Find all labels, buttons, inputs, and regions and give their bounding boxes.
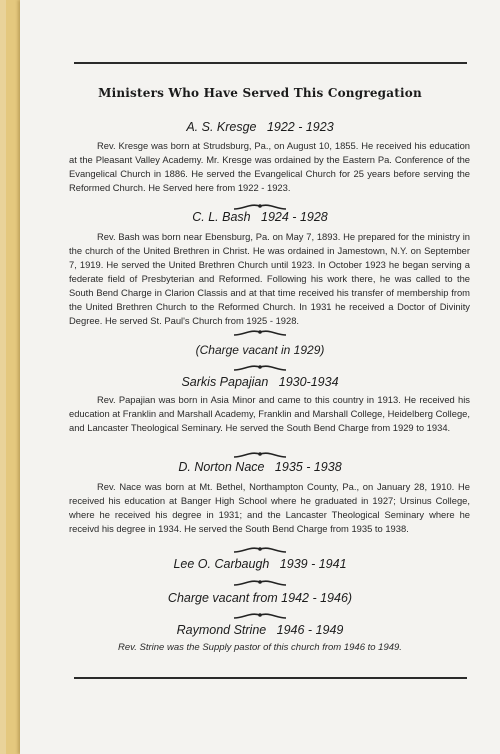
scroll-ornament — [232, 576, 288, 588]
vacancy-1929: (Charge vacant in 1929) — [195, 343, 325, 357]
minister-name-bash: C. L. Bash 1924 - 1928 — [192, 210, 328, 224]
vacancy-1942-1946: Charge vacant from 1942 - 1946) — [167, 591, 353, 605]
scroll-ornament — [232, 326, 288, 338]
bottom-rule — [74, 677, 467, 679]
scroll-ornament — [232, 543, 288, 555]
scroll-ornament — [232, 609, 288, 621]
page-heading: Ministers Who Have Served This Congregation — [98, 86, 422, 100]
document-page — [20, 0, 500, 754]
scroll-ornament — [232, 361, 288, 373]
minister-bio-nace: Rev. Nace was born at Mt. Bethel, Northampton County, Pa., on January 28, 1910. He received his education at Banger High School where he graduated in 1927; Ursinus College, where he received his degree in 1931; and the Lancaster Theological Seminary where he receivd his degree in 1934. He served the South Bend Charge from 1935 to 1938. — [69, 481, 470, 534]
minister-name-strine: Raymond Strine 1946 - 1949 — [176, 623, 344, 637]
minister-bio-papajian: Rev. Papajian was born in Asia Minor and came to this country in 1913. He received his education at Franklin and Marshall Academy, Franklin and Marshall College, Heidelberg College, and Lancaster Theological Seminary. He served the South Bend Charge from 1929 to 1934. — [69, 394, 470, 433]
minister-name-carbaugh: Lee O. Carbaugh 1939 - 1941 — [173, 557, 347, 571]
minister-name-nace: D. Norton Nace 1935 - 1938 — [178, 460, 342, 474]
minister-bio-kresge: Rev. Kresge was born at Strudsburg, Pa., on August 10, 1855. He received his education at the Pleasant Valley Academy. Mr. Kresge was ordained by the Eastern Pa. Conference of the Evangelical Church in 1886. He served the Evangelical Church for 25 years before serving the Reformed Church. He Served here from 1922 - 1923. — [69, 140, 470, 193]
top-rule — [74, 62, 467, 64]
minister-name-papajian: Sarkis Papajian 1930-1934 — [181, 375, 339, 389]
minister-bio-bash: Rev. Bash was born near Ebensburg, Pa. on May 7, 1893. He prepared for the ministry in the church of the United Brethren in Christ. He was ordained in Jamestown, N.Y. on September 7, 1919. He served the United Brethren Church until 1923. In October 1923 he began serving a federate field of Presbyterian and Reformed. Following his work there, he was called to the South Bend Charge in Clarion Classis and at that time received his transfer of membership from the United Brethren Church to the Reformed Church. In 1931 he received a Doctor of Divinity Degree. He served St. Paul's Church from 1925 - 1928. — [69, 231, 470, 326]
scroll-ornament — [232, 448, 288, 460]
minister-name-kresge: A. S. Kresge 1922 - 1923 — [186, 120, 334, 134]
strine-note: Rev. Strine was the Supply pastor of this church from 1946 to 1949. — [118, 642, 402, 653]
